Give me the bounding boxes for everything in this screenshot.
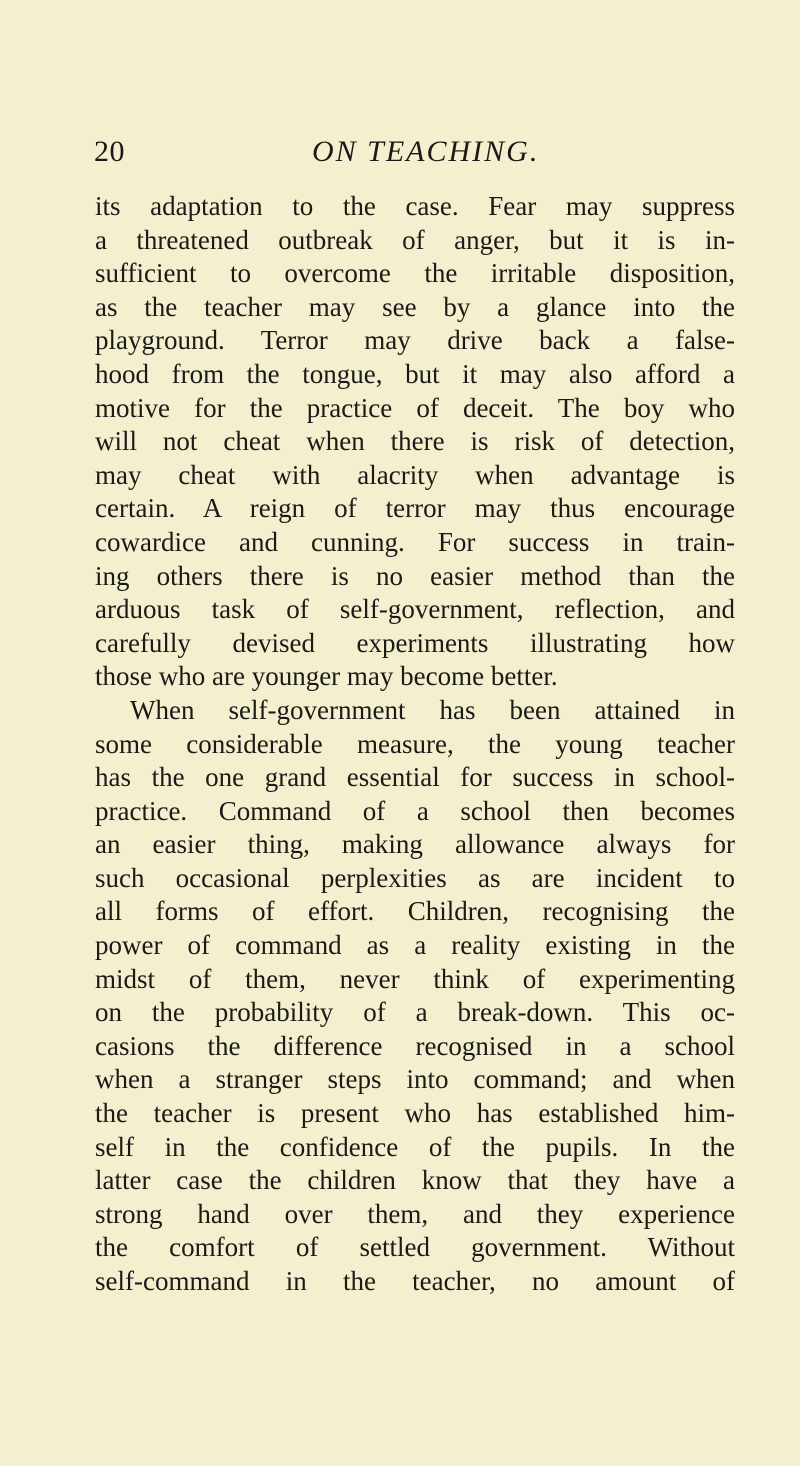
- text-line: some considerable measure, the young teacher: [95, 728, 735, 759]
- paragraph-start-line: When self-government has been attained in: [130, 694, 735, 725]
- paragraph-end-line: those who are younger may become better.: [95, 661, 558, 692]
- text-line: strong hand over them, and they experience: [95, 1198, 735, 1229]
- text-line: motive for the practice of deceit. The boy who: [95, 392, 735, 423]
- text-line: its adaptation to the case. Fear may suppress: [95, 191, 735, 221]
- text-line: has the one grand essential for success in school-: [95, 762, 735, 793]
- text-line: power of command as a reality existing in the: [95, 930, 735, 961]
- text-line: the comfort of settled government. Without: [95, 1232, 735, 1263]
- text-line: practice. Command of a school then becomes: [95, 795, 735, 826]
- text-line: may cheat with alacrity when advantage is: [95, 459, 735, 490]
- running-title: ON TEACHING.: [312, 135, 540, 168]
- text-line: self-command in the teacher, no amount of: [95, 1266, 735, 1296]
- text-line: self in the confidence of the pupils. In the: [95, 1131, 735, 1162]
- page-number: 20: [94, 135, 125, 168]
- text-line: cowardice and cunning. For success in train-: [95, 526, 735, 557]
- text-line: certain. A reign of terror may thus encourage: [95, 493, 735, 524]
- text-line: carefully devised experiments illustrating how: [95, 627, 735, 658]
- text-line: all forms of effort. Children, recognising the: [95, 896, 735, 927]
- running-head: [0, 134, 800, 174]
- text-line: when a stranger steps into command; and when: [95, 1064, 735, 1095]
- text-line: a threatened outbreak of anger, but it is in-: [95, 224, 735, 255]
- text-line: sufficient to overcome the irritable disposition,: [95, 258, 735, 289]
- text-line: on the probability of a break-down. This oc-: [95, 997, 735, 1028]
- text-line: ing others there is no easier method than the: [95, 560, 735, 591]
- text-line: midst of them, never think of experimenting: [95, 963, 735, 994]
- text-line: the teacher is present who has established him-: [95, 1098, 735, 1129]
- text-line: as the teacher may see by a glance into the: [95, 291, 735, 322]
- text-line: casions the difference recognised in a school: [95, 1030, 735, 1061]
- text-line: an easier thing, making allowance always for: [95, 829, 735, 860]
- text-line: hood from the tongue, but it may also afford a: [95, 358, 735, 389]
- text-line: such occasional perplexities as are incident to: [95, 862, 735, 893]
- text-line: playground. Terror may drive back a false-: [95, 325, 735, 356]
- text-line: latter case the children know that they have a: [95, 1165, 735, 1196]
- body-text: [95, 190, 735, 1299]
- text-line: arduous task of self-government, reflection, and: [95, 594, 735, 625]
- text-line: will not cheat when there is risk of detection,: [95, 426, 735, 457]
